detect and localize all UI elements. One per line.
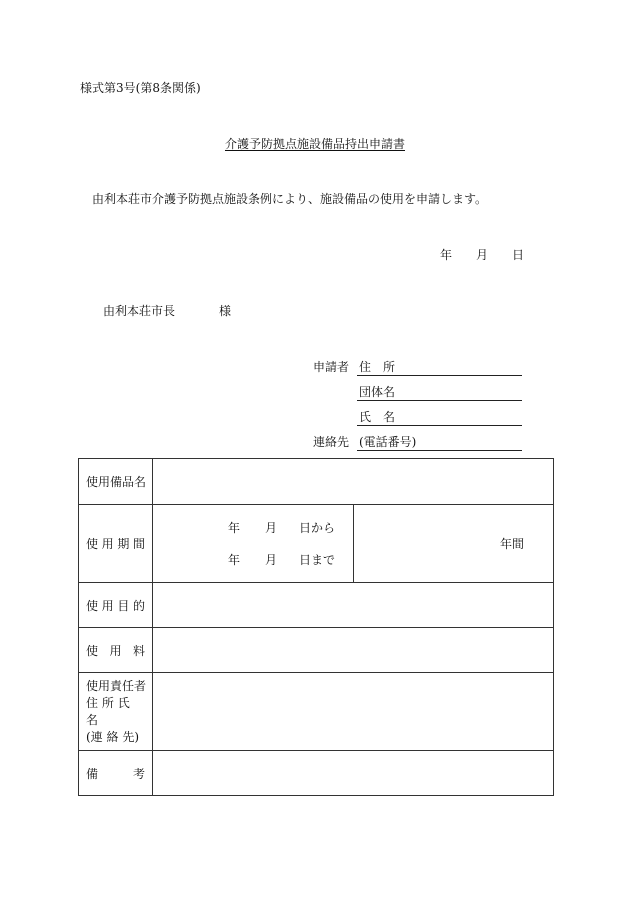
from-day-label: 日から: [299, 521, 336, 535]
usage-period-duration[interactable]: [354, 505, 554, 583]
responsible-char: 名: [86, 712, 99, 727]
usage-fee-label: [79, 628, 153, 673]
equipment-name-field[interactable]: [153, 459, 554, 505]
responsible-char: 住: [86, 695, 99, 710]
usage-purpose-char: 目: [117, 598, 130, 613]
usage-period-char: 使: [86, 537, 99, 551]
responsible-person-label: [79, 673, 153, 751]
applicant-name-line[interactable]: [357, 425, 522, 426]
to-day-label: 日まで: [299, 553, 336, 567]
document-title: [0, 138, 630, 150]
to-month-label: 月: [265, 553, 278, 567]
usage-purpose-char: 使: [86, 598, 99, 613]
row-equipment-name: [79, 459, 554, 505]
usage-period-char: 用: [101, 537, 114, 551]
responsible-line3: [86, 729, 152, 746]
remarks-char: 備: [86, 766, 99, 781]
usage-period-char: 間: [132, 537, 145, 551]
to-year-label: 年: [228, 553, 241, 567]
application-statement: 由利本荘市介護予防拠点施設条例により、施設備品の使用を申請します。: [92, 192, 488, 206]
row-remarks: [79, 751, 554, 796]
address-label: 住 所: [359, 360, 396, 374]
usage-fee-field[interactable]: [153, 628, 554, 673]
usage-purpose-char: 的: [132, 598, 145, 613]
date-year-label: 年: [440, 248, 453, 262]
usage-purpose-char: 用: [101, 598, 114, 613]
responsible-char: 所: [101, 695, 114, 710]
equipment-request-table: [78, 458, 554, 796]
usage-purpose-label: [79, 583, 153, 628]
usage-purpose-field[interactable]: [153, 583, 554, 628]
responsible-char: (連: [86, 729, 103, 744]
applicant-name-label: 氏 名: [359, 410, 396, 424]
duration-years-label: 年間: [500, 537, 525, 551]
usage-fee-char: 用: [109, 643, 122, 658]
row-usage-period: [79, 505, 554, 583]
row-usage-purpose: [79, 583, 554, 628]
phone-line[interactable]: [357, 450, 522, 451]
contact-label: 連絡先: [313, 435, 350, 449]
row-responsible-person: [79, 673, 554, 751]
document-title-text: 介護予防拠点施設備品持出申請書: [224, 137, 405, 151]
row-usage-fee: [79, 628, 554, 673]
remarks-char: 考: [132, 766, 145, 781]
usage-period-label: [79, 505, 153, 583]
responsible-char: 氏: [117, 695, 130, 710]
usage-fee-char: 料: [132, 643, 145, 658]
from-month-label: 月: [265, 521, 278, 535]
group-name-line[interactable]: [357, 400, 522, 401]
usage-period-char: 期: [117, 537, 130, 551]
group-name-label: 団体名: [359, 385, 396, 399]
responsible-line2: [86, 695, 152, 729]
date-day-label: 日: [512, 248, 525, 262]
responsible-line1: 使用責任者: [86, 678, 147, 693]
equipment-name-label: 使用備品名: [79, 459, 153, 505]
addressee-name: 由利本荘市長: [103, 304, 176, 318]
responsible-char: 絡: [106, 729, 119, 744]
responsible-person-field[interactable]: [153, 673, 554, 751]
addressee-honorific: 様: [219, 304, 232, 318]
usage-fee-char: 使: [86, 643, 99, 658]
date-month-label: 月: [476, 248, 489, 262]
applicant-label: 申請者: [313, 360, 350, 374]
remarks-field[interactable]: [153, 751, 554, 796]
form-number: 様式第3号(第8条関係): [80, 81, 201, 95]
remarks-label: [79, 751, 153, 796]
phone-label: (電話番号): [359, 435, 417, 449]
usage-period-dates[interactable]: [153, 505, 354, 583]
from-year-label: 年: [228, 521, 241, 535]
responsible-char: 先): [122, 729, 140, 744]
address-line[interactable]: [357, 375, 522, 376]
